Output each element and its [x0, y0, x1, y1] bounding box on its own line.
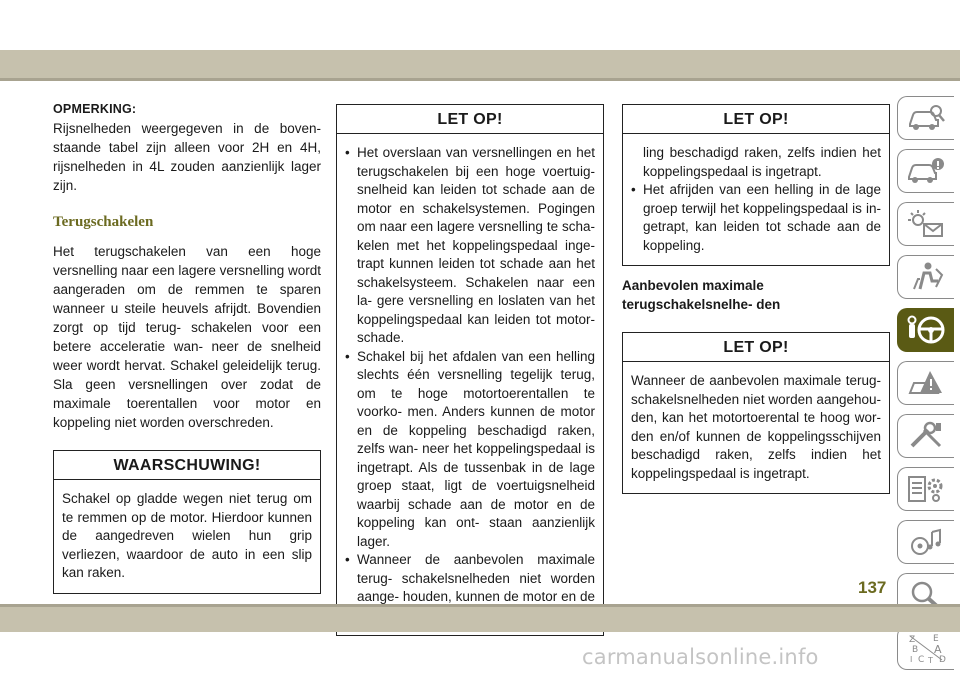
caution-title: LET OP! [337, 105, 603, 134]
chapter-tabs [897, 96, 960, 679]
warning-light-icon [906, 208, 946, 240]
media-music-icon [906, 526, 946, 558]
car-search-icon [906, 102, 946, 134]
column-middle [336, 100, 604, 636]
caution-body [623, 362, 889, 493]
bottom-band-bar [0, 607, 960, 632]
tab-specifications[interactable] [897, 467, 954, 511]
car-info-icon [906, 155, 946, 187]
seat-airbag-icon [906, 261, 946, 293]
watermark: carmanualsonline.info [582, 645, 819, 669]
top-band-line [0, 78, 960, 81]
column-left [53, 100, 321, 594]
caution-item: • Wanneer de aanbevolen maximale terug- schakelsnelheden niet worden aange- houden, kunnen de motor en de [345, 551, 595, 625]
wrench-tools-icon [906, 420, 946, 452]
warning-box [53, 450, 321, 594]
steering-key-icon [906, 314, 946, 346]
tab-servicing[interactable] [897, 414, 954, 458]
specs-gear-icon [906, 473, 946, 505]
svg-text:Z: Z [909, 635, 916, 645]
note-label: OPMERKING: [53, 102, 137, 116]
tab-safety[interactable] [897, 255, 954, 299]
tab-multimedia[interactable] [897, 520, 954, 564]
note-text: Rijsnelheden weergegeven in de boven- staande tabel zijn alleen voor 2H en 4H, rijsnelheden in 4L zouden aanzienlijk lager zijn. [53, 121, 321, 193]
svg-text:T: T [928, 656, 933, 664]
section-text: Het terugschakelen van een hoge versnelling naar een lagere versnelling wordt aangeraden om de remmen te sparen wanneer u steile heuvels afrijdt. Bovendien zorgt op tijd terug- schakelen voor een betere acceleratie wan- neer de snelheid weer wordt hervat. Schakel geleidelijk terug. Sla geen versnellingen over zodat de maximale toerentallen voor motor en koppeling niet worden overschreden. [53, 244, 321, 430]
page-number: 137 [858, 578, 887, 597]
tab-emergency[interactable] [897, 361, 954, 405]
tab-car-info[interactable] [897, 149, 954, 193]
warning-text: Schakel op gladde wegen niet terug om te remmen op de motor. Hierdoor kunnen de aangedreven wielen hun grip verliezen, waardoor de auto in een slip kan raken. [62, 491, 312, 580]
svg-text:C: C [918, 655, 925, 664]
section-heading: Terugschakelen [53, 214, 154, 230]
warning-title: WAARSCHUWING! [54, 451, 320, 480]
caution-body [337, 134, 603, 635]
caution-item: • Het overslaan van versnellingen en het terugschakelen bij een hoge voertuig- snelheid kan leiden tot schade aan de motor en schakelsystemen. Pogingen om naar een lagere versnelling te scha- kelen met het koppelingspedaal inge- trapt kunnen leiden tot schade aan het schakelsysteem. Schakelen naar een la- gere versnelling en loslaten van het koppelingspedaal kan leiden tot motor- schade. [345, 144, 595, 348]
warning-body [54, 480, 320, 593]
caution-box-continued [622, 104, 890, 266]
caution-item: • Schakel bij het afdalen van een helling slechts één versnelling tegelijk terug, om te hoge motortoerentallen te voorko- men. Anders kunnen de motor en de koppeling beschadigd raken, zelfs wan- neer het koppelingspedaal is ingetrapt. Als de tussenbak in de lage groep staat, ligt de voertuigsnelheid waarbij schade aan de motor en de koppeling kan ont- staan aanzienlijk lager. [345, 348, 595, 552]
caution-title: LET OP! [623, 105, 889, 134]
caution-title: LET OP! [623, 333, 889, 362]
svg-text:E: E [933, 634, 939, 644]
caution-box-middle [336, 104, 604, 636]
svg-text:D: D [939, 655, 946, 664]
subheading: Aanbevolen maximale terugschakelsnelhe- den [622, 278, 781, 312]
caution-body [623, 134, 889, 265]
caution-text: Wanneer de aanbevolen maximale terug- schakelsnelheden niet worden aangehou- den, kan het motortoerental te hoog wor- den en/of kunnen de koppelingsschijven beschadigd raken, zelfs indien het koppelingspedaal is ingetrapt. [631, 373, 881, 481]
svg-text:B: B [912, 645, 919, 655]
column-right [622, 100, 890, 494]
svg-text:I: I [910, 655, 913, 664]
caution-box-speeds [622, 332, 890, 494]
tab-starting-operating[interactable] [897, 308, 954, 352]
caution-continued-text: ling beschadigd raken, zelfs indien het koppelingspedaal is ingetrapt. [643, 145, 881, 179]
tab-car-search[interactable] [897, 96, 954, 140]
tab-warning-lights[interactable] [897, 202, 954, 246]
tab-index[interactable] [897, 626, 954, 670]
svg-text:A: A [934, 643, 942, 656]
roadside-warning-icon [906, 367, 946, 399]
top-band-bar [0, 50, 960, 78]
top-band [0, 0, 960, 50]
index-letters-icon [906, 632, 946, 664]
caution-item: • Het afrijden van een helling in de lage groep terwijl het koppelingspedaal is in- getrapt, kan leiden tot schade aan de koppeling. [631, 181, 881, 255]
